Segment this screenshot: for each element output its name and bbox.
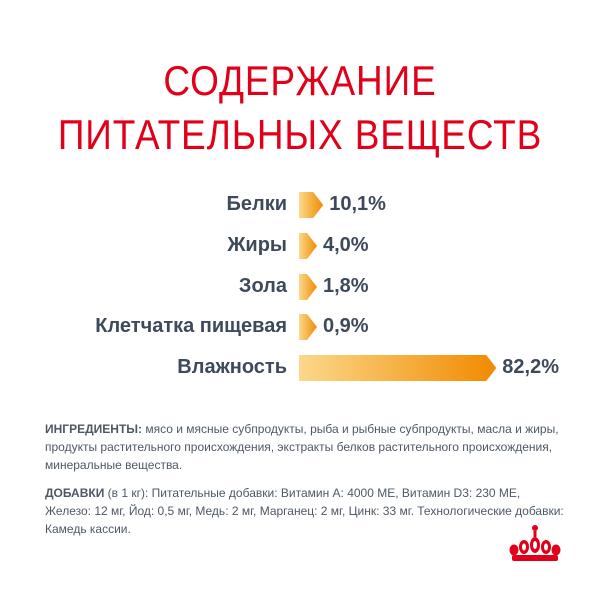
category-label: Зола — [238, 275, 287, 297]
category-label: Клетчатка пищевая — [95, 315, 287, 337]
bar — [299, 233, 317, 259]
value-label: 4,0% — [323, 234, 369, 256]
category-label: Жиры — [227, 234, 287, 256]
title-line-1: СОДЕРЖАНИЕ — [163, 57, 437, 104]
title-line-2: ПИТАТЕЛЬНЫХ ВЕЩЕСТВ — [57, 111, 543, 158]
ingredients-text: мясо и мясные субпродукты, рыба и рыбные субпродукты, масла и жиры, продукты растительного происхождения, экстракты белков растительного происхождения, минеральные вещества. — [45, 422, 559, 472]
ingredients-heading: ИНГРЕДИЕНТЫ: — [45, 422, 143, 436]
ingredients-paragraph — [45, 420, 565, 474]
additives-heading: ДОБАВКИ — [45, 486, 105, 500]
bar — [299, 314, 317, 340]
category-label: Влажность — [177, 356, 287, 378]
value-label: 10,1% — [329, 193, 386, 215]
bar — [299, 192, 323, 218]
value-label: 1,8% — [323, 275, 369, 297]
bar — [299, 355, 496, 381]
value-label: 0,9% — [323, 315, 369, 337]
additives-paragraph — [45, 484, 565, 538]
additives-text: (в 1 кг): Питательные добавки: Витамин А: 4000 МЕ, Витамин D3: 230 МЕ, Железо: 12 мг, Йод: 0,5 мг, Медь: 2 мг, Марганец: 2 мг, Цинк: 33 мг. Технологические добавки: Камедь кассии. — [45, 486, 564, 536]
category-label: Белки — [226, 193, 287, 215]
bar — [299, 274, 317, 300]
crown-icon — [503, 523, 567, 567]
value-label: 82,2% — [502, 356, 559, 378]
